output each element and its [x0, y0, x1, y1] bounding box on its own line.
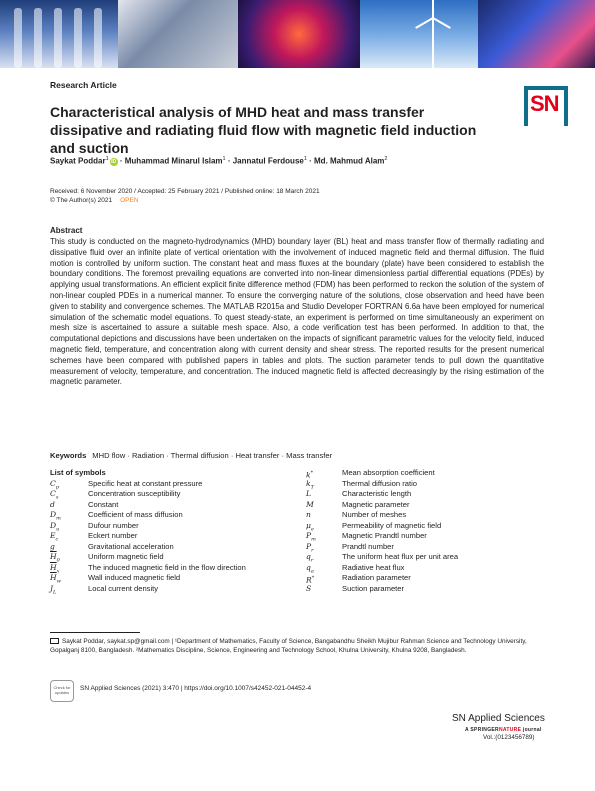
- symbol-row: [306, 521, 458, 532]
- copyright-line: [50, 197, 139, 204]
- footer-publisher: [465, 727, 542, 733]
- symbols-list-right: [306, 468, 458, 594]
- footnote: [50, 637, 550, 655]
- symbol-row: [50, 552, 246, 563]
- publication-dates: Received: 6 November 2020 / Accepted: 25 February 2021 / Published online: 18 March 2021: [50, 188, 320, 195]
- symbol-row: [50, 489, 246, 500]
- copyright-text: © The Author(s) 2021: [50, 197, 113, 204]
- abstract-heading: Abstract: [50, 226, 83, 235]
- symbol: $E_c$: [50, 531, 59, 543]
- symbol: $C_s$: [50, 489, 59, 501]
- symbol-description: Wall induced magnetic field: [88, 573, 181, 582]
- symbol-description: Thermal diffusion ratio: [342, 478, 417, 488]
- publisher-nature: NATURE: [498, 727, 522, 733]
- publisher-suffix: journal: [521, 727, 542, 733]
- author-list: [50, 156, 550, 166]
- symbol-description: Local current density: [88, 583, 159, 593]
- symbol: d: [50, 499, 55, 509]
- article-type: Research Article: [50, 80, 117, 90]
- author-name[interactable]: Jannatul Ferdouse: [232, 156, 304, 166]
- symbol-description: The uniform heat flux per unit area: [342, 552, 459, 561]
- journal-citation: SN Applied Sciences (2021) 3:470 | https://doi.org/10.1007/s42452-021-04452-4: [80, 685, 312, 692]
- envelope-icon: [50, 638, 59, 644]
- article-title: Characteristical analysis of MHD heat and mass transfer dissipative and radiating fluid flow with magnetic field induction and suction: [50, 104, 477, 156]
- symbol: $q_r$: [306, 552, 314, 564]
- symbol: $D_m$: [50, 510, 61, 522]
- symbol-row: [50, 531, 246, 542]
- open-access-badge[interactable]: OPEN: [120, 197, 139, 204]
- keywords: [50, 451, 332, 460]
- symbol-description: Mean absorption coefficient: [342, 468, 435, 477]
- symbol-row: [50, 584, 246, 595]
- symbol-row: [306, 510, 458, 521]
- footnote-rule: [50, 632, 140, 633]
- symbol-description: Suction parameter: [342, 583, 405, 593]
- symbol-description: Prandtl number: [342, 541, 394, 551]
- banner-image-wind-turbine: [360, 0, 478, 68]
- sn-logo-text: SN: [530, 91, 559, 116]
- author-affiliation: 1: [222, 156, 226, 162]
- author-separator: ·: [306, 156, 315, 166]
- banner-image-lab: [0, 0, 118, 68]
- symbol-row: [50, 573, 246, 584]
- symbol: $\overline{H}_0$: [50, 552, 60, 564]
- symbol-description: Gravitational acceleration: [88, 541, 174, 551]
- symbol-description: Concentration susceptibility: [88, 489, 181, 498]
- symbol: R*: [306, 575, 315, 585]
- author-name[interactable]: Md. Mahmud Alam: [314, 156, 385, 166]
- sn-logo: [524, 86, 568, 126]
- symbol-row: [306, 552, 458, 563]
- publisher-prefix: A: [465, 727, 471, 733]
- check-for-updates-text: Check for updates: [53, 685, 71, 695]
- volume-line: Vol.:(0123456789): [483, 734, 535, 741]
- symbol-description: Radiation parameter: [342, 573, 411, 582]
- symbol-description: Number of meshes: [342, 510, 407, 519]
- symbol-row: [50, 542, 246, 553]
- orcid-icon[interactable]: iD: [111, 158, 117, 165]
- banner-image-machinery: [118, 0, 238, 68]
- symbol-row: [50, 500, 246, 511]
- footer-journal-name: SN Applied Sciences: [452, 713, 545, 724]
- symbol: $\mu_e$: [306, 520, 314, 533]
- symbol-description: Specific heat at constant pressure: [88, 478, 203, 488]
- author-name[interactable]: Saykat Poddar: [50, 156, 106, 166]
- symbol-row: [50, 510, 246, 521]
- symbols-list-left: [50, 468, 246, 594]
- symbol: $P_r$: [306, 541, 314, 554]
- symbol-row: [306, 468, 458, 479]
- symbol: k*: [306, 470, 314, 480]
- symbol: g: [50, 541, 55, 551]
- symbol-description: Eckert number: [88, 531, 138, 540]
- symbol-row: [306, 479, 458, 490]
- symbol-description: Magnetic Prandtl number: [342, 531, 427, 540]
- symbol: $P_m$: [306, 531, 316, 543]
- symbol-row: [306, 531, 458, 542]
- symbol-description: Constant: [88, 499, 119, 509]
- symbol: $q_a$: [306, 562, 314, 575]
- symbol: $D_u$: [50, 520, 60, 533]
- author-affiliation: 2: [384, 156, 388, 162]
- footnote-text: Saykat Poddar, saykat.sp@gmail.com | ¹Department of Mathematics, Faculty of Science, Bangabandhu Sheikh Mujibur Rahman Science and Technology University, Gopalganj 8100, Bangladesh. ²Mathematics Discipline, Science, Engineering and Technology School, Khulna University, Khulna 9208, Bangladesh.: [50, 638, 527, 654]
- symbol-description: Characteristic length: [342, 489, 412, 498]
- banner-image-circuit: [238, 0, 360, 68]
- symbol-row: [50, 479, 246, 490]
- symbol: L: [306, 489, 312, 498]
- symbol-description: Dufour number: [88, 520, 139, 530]
- keywords-text: MHD flow · Radiation · Thermal diffusion · Heat transfer · Mass transfer: [92, 451, 333, 460]
- symbol-description: Uniform magnetic field: [88, 552, 164, 561]
- author-name[interactable]: Muhammad Minarul Islam: [124, 156, 223, 166]
- author-separator: ·: [225, 156, 233, 166]
- symbols-heading: List of symbols: [50, 468, 106, 477]
- symbol-row: [306, 584, 458, 595]
- symbol-row: [306, 542, 458, 553]
- symbol: $\overline{H}_x$: [50, 562, 60, 575]
- author-separator: ·: [117, 156, 125, 166]
- author-affiliation: 1: [303, 156, 307, 162]
- symbol-row: [306, 489, 458, 500]
- symbol-row: [50, 563, 246, 574]
- banner-image-structure: [478, 0, 595, 68]
- symbol-description: Coefficient of mass diffusion: [88, 510, 183, 519]
- symbol-row: [50, 521, 246, 532]
- symbol: $C_p$: [50, 478, 60, 491]
- keywords-label: Keywords: [50, 451, 87, 460]
- symbol: $J_L$: [50, 583, 57, 596]
- symbol-description: Radiative heat flux: [342, 562, 405, 572]
- author-affiliation: 1: [105, 156, 109, 162]
- abstract-text: This study is conducted on the magneto-hydrodynamics (MHD) boundary layer (BL) heat and mass transfer flow of thermally radiating and dissipative fluid over an infinite plate of vertical orientation with the involvement of induced magnetic field and thermal diffusion. The fluid motion is controlled by uniform suction. The constant heat and mass fluxes at the boundary (plate) have been considered to establish the boundary conditions. The foremost prevailing equations are converted into non-linear dimensionless partial differential equations (PDEs) by applying usual transformations. An efficient explicit finite difference method (FDM) has been performed to reckon the solution of the system of non-linear coupled PDEs in a numerical manner. To ensure the converging nature of the solutions, close observation and heed have been given to stability and convergence schemes. The MATLAB R2015a and Studio Developer FORTRAN 6.6a have been employed for numerical simulation of the schematic model equations. To quest steady-state, an experiment is performed on time simultaneously an experiment on mesh size is ascertained to assure a suitable mesh space. Also, a code verification test has been performed. In addition to that, the computational depictions and discussions have been undertaken on the impacts of significant parametric values for the velocity field, induced magnetic field, temperature, and concentration along with current density and shear stress. The reported results for the present numerical schemes have been compared with published papers in tables and plots. The suction parameter tends to pull down the quantitative measurement of velocity, temperature, and concentration. The induced magnetic field is affected decreasingly by the rising estimation of the magnetic parameter.: [50, 237, 544, 387]
- symbol: $\overline{H}_w$: [50, 573, 61, 585]
- symbol-row: [306, 500, 458, 511]
- symbol: S: [306, 583, 312, 593]
- symbol: n: [306, 510, 311, 519]
- symbol-row: [306, 573, 458, 584]
- symbol-description: The induced magnetic field in the flow direction: [88, 562, 246, 572]
- symbol: $k_T$: [306, 478, 314, 491]
- header-banner: [0, 0, 595, 68]
- symbol: M: [306, 499, 314, 509]
- publisher-springer: SPRINGER: [470, 727, 499, 733]
- check-for-updates-badge[interactable]: [50, 680, 74, 702]
- symbol-description: Permeability of magnetic field: [342, 520, 442, 530]
- symbol-description: Magnetic parameter: [342, 499, 410, 509]
- symbol-row: [306, 563, 458, 574]
